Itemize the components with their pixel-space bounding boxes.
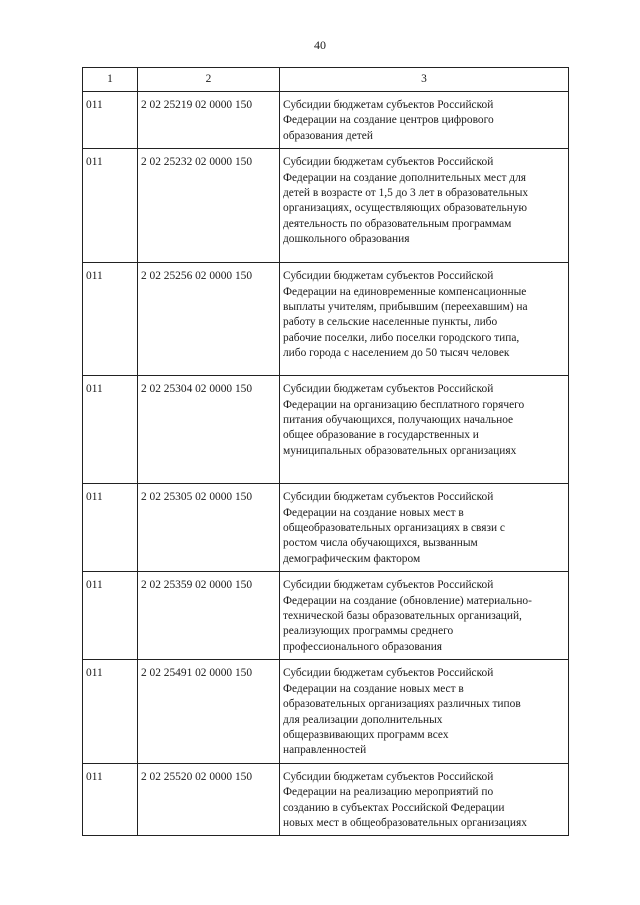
budget-code-cell: 2 02 25219 02 0000 150	[138, 92, 280, 149]
description-cell: Субсидии бюджетам субъектов Российской Федерации на создание центров цифрового образования детей	[280, 92, 569, 149]
page-number: 40	[314, 38, 326, 52]
table-header-row	[83, 68, 569, 92]
admin-code-cell: 011	[83, 572, 138, 660]
admin-code-cell: 011	[83, 149, 138, 263]
table-row	[83, 149, 569, 263]
description-cell: Субсидии бюджетам субъектов Российской Федерации на создание новых мест в общеобразовательных организациях в связи с ростом числа обучающихся, вызванным демографическим фактором	[280, 484, 569, 572]
budget-code-cell: 2 02 25491 02 0000 150	[138, 660, 280, 763]
column-header-2: 2	[138, 68, 280, 92]
budget-code-cell: 2 02 25304 02 0000 150	[138, 376, 280, 484]
budget-code-cell: 2 02 25520 02 0000 150	[138, 763, 280, 836]
budget-code-cell: 2 02 25256 02 0000 150	[138, 263, 280, 376]
table-row	[83, 92, 569, 149]
budget-code-cell: 2 02 25232 02 0000 150	[138, 149, 280, 263]
description-cell: Субсидии бюджетам субъектов Российской Федерации на создание (обновление) материально- технической базы образовательных организаций, реализующих программы среднего профессионального образования	[280, 572, 569, 660]
admin-code-cell: 011	[83, 660, 138, 763]
admin-code-cell: 011	[83, 92, 138, 149]
budget-code-cell: 2 02 25359 02 0000 150	[138, 572, 280, 660]
table-row	[83, 660, 569, 763]
table-row	[83, 763, 569, 836]
description-cell: Субсидии бюджетам субъектов Российской Федерации на организацию бесплатного горячего питания обучающихся, получающих начальное общее образование в государственных и муниципальных образовательных организациях	[280, 376, 569, 484]
column-header-1: 1	[83, 68, 138, 92]
table-row	[83, 484, 569, 572]
table-row	[83, 263, 569, 376]
budget-revenue-table	[82, 67, 569, 836]
description-cell: Субсидии бюджетам субъектов Российской Федерации на создание дополнительных мест для детей в возрасте от 1,5 до 3 лет в образовательных организациях, осуществляющих образовательную деятельность по образовательным программам дошкольного образования	[280, 149, 569, 263]
admin-code-cell: 011	[83, 763, 138, 836]
description-cell: Субсидии бюджетам субъектов Российской Федерации на реализацию мероприятий по созданию в субъектах Российской Федерации новых мест в общеобразовательных организациях	[280, 763, 569, 836]
table-row	[83, 376, 569, 484]
admin-code-cell: 011	[83, 376, 138, 484]
budget-code-cell: 2 02 25305 02 0000 150	[138, 484, 280, 572]
column-header-3: 3	[280, 68, 569, 92]
admin-code-cell: 011	[83, 263, 138, 376]
table-row	[83, 572, 569, 660]
admin-code-cell: 011	[83, 484, 138, 572]
description-cell: Субсидии бюджетам субъектов Российской Федерации на единовременные компенсационные выплаты учителям, прибывшим (переехавшим) на работу в сельские населенные пункты, либо рабочие поселки, либо поселки городского типа, либо города с населением до 50 тысяч человек	[280, 263, 569, 376]
description-cell: Субсидии бюджетам субъектов Российской Федерации на создание новых мест в образовательных организациях различных типов для реализации дополнительных общеразвивающих программ всех направленностей	[280, 660, 569, 763]
